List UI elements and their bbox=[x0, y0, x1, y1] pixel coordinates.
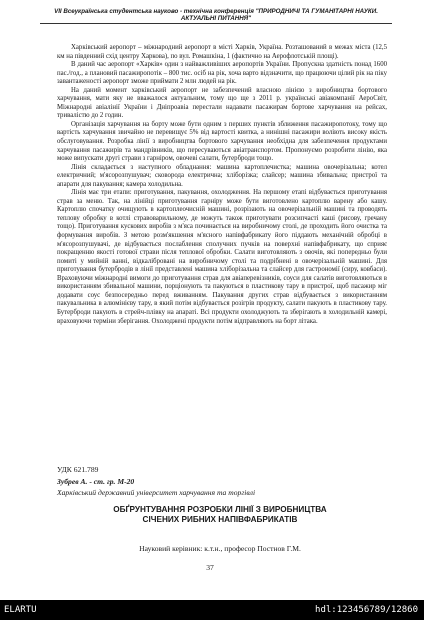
body-paragraph: В даний час аеропорт «Харків» один з найважливіших аеропортів України. Пропускна здатність понад 1600 пас./год., а плановий пасажиропотік – 800 тис. осіб на рік, хоча варто відзначити, що працюючи цілий рік на піку завантаженості аеропорт зможе приймати 2 млн людей на рік. bbox=[57, 61, 387, 86]
article-title-line-1: ОБҐРУНТУВАННЯ РОЗРОБКИ ЛІНІЇ З ВИРОБНИЦТВА bbox=[113, 505, 327, 514]
scientific-supervisor: Науковий керівник: к.т.н., професор Постнов Г.М. bbox=[139, 544, 301, 553]
body-paragraph: Організація харчування на борту може бути одним з перших пунктів зближення пасажиропотоку, тому що вартість харчування звичайно не перевищує 5% від вартості квитка, а нинішні пасажири воліють високу якість обслуговування. Розробка лінії з виробництва бортового харчування необхідна для забезпечення продуктами харчування пасажирів та мандрівників, що пересуваються авіатранспортом. Пропонуємо розробити лінію, яка може випускати другі страви з гарніром, овочеві салати, бутерброди тощо. bbox=[57, 120, 387, 163]
article-title bbox=[60, 505, 380, 525]
article-body bbox=[57, 44, 387, 326]
conference-header-line-2: АКТУАЛЬНІ ПИТАННЯ" bbox=[180, 15, 252, 23]
conference-header bbox=[40, 8, 392, 24]
udk-code: УДК 621.789 bbox=[57, 465, 99, 474]
author-university: Харківський державний університет харчування та торгівлі bbox=[57, 488, 256, 497]
body-paragraph: Лінія має три етапи: приготування, пакування, охолодження. На першому етапі відбувається приготування страв за меню. Так, на лінійці приготування гарніру може бути виготовлено картоплю варену або кашу. Картоплю спочатку очищують в картоплеочисній машині, розрізають на овочерізальній машині та проводять теплову обробку в котлі стравоварильному, де можуть також приготувати розсипчасті каші (рисову, гречану тощо). Приготування кускових виробів з м'яса починається на виробничому столі, де проходить його очистка та формування виробів. З метою розм'якшення м'ясного напівфабрикату його піддають механічній обробці в м'ясорозпушувачі, де відбувається послаблення сполучних пучків на поверхні напівфабрикату, що сприяє покращенню якості готової страви після теплової обробки. Салати виготовляють з овочів, які попередньо були помиті у мийній ванні, відкалібровані на виробничому столі та подрібнені в овочерізальній машині. Для приготування бутербродів в лінії представлені машина хліборізальна та слайсер для гастрономії (сиру, ковбаси). Враховуючи міжнародні вимоги до приготування страв для авіаперевізників, соуси для салатів виготовляються в використанням збивальної машини, порціонують та пакуються в пластикову тару в пристрої, щоб пасажир міг додавати соус безпосередньо перед вживанням. Пакування других страв відбувається з використанням пакувальника в алюмінієву тару, в який потім відбувається розігрів продукту, салати пакують в пластикову тару. Бутерброди пакують в стрейч-плівку на апараті. Всі продукти охолоджують та зберігають в холодильній камері, враховуючи терміни зберігання. Охолоджені продукти потім відправляють на борт літака. bbox=[57, 189, 387, 325]
handle-identifier[interactable]: hdl:123456789/12860 bbox=[315, 605, 418, 615]
article-authors: Зубрев А. - ст. гр. М-20 bbox=[57, 477, 135, 486]
body-paragraph: Лінія складається з наступного обладнання: машина картоплечистка; машина овочерізальна; котел електричний; м'ясорозпушувач; сковорода електрична; хліборізка; слайсер; машина збивальна; пристрої та апарати для пакування; камера холодильна. bbox=[57, 163, 387, 188]
repository-name: ELARTU bbox=[4, 605, 37, 615]
body-paragraph: Харківський аеропорт – міжнародний аеропорт в місті Харків, Україна. Розташований в межах міста (12,5 км на південний схід центру Харкова), по вул. Ромашкіна, 1 (фактично на Аерофлотській площі). bbox=[57, 44, 387, 60]
repository-footer-bar bbox=[0, 600, 424, 620]
page-number: 37 bbox=[206, 563, 214, 572]
body-paragraph: На даний момент харківський аеропорт не забезпечений власною лінією з виробництва бортового харчування, мати яку не вважалося актуальним, тому що ще з 2011 р. українські авіакомпанії АероСвіт, Міжнародні авіалінії України і Дніпроавіа перестали надавати пасажирам бортове харчування на рейсах, тривалістю до 2 годин. bbox=[57, 86, 387, 120]
article-title-line-2: СІЧЕНИХ РИБНИХ НАПІВФАБРИКАТІВ bbox=[142, 515, 298, 524]
conference-header-line-1: VII Всеукраїнська студентська науково - технічна конференція "ПРИРОДНИЧІ ТА ГУМАНІТАРНІ НАУКИ. bbox=[54, 8, 378, 15]
